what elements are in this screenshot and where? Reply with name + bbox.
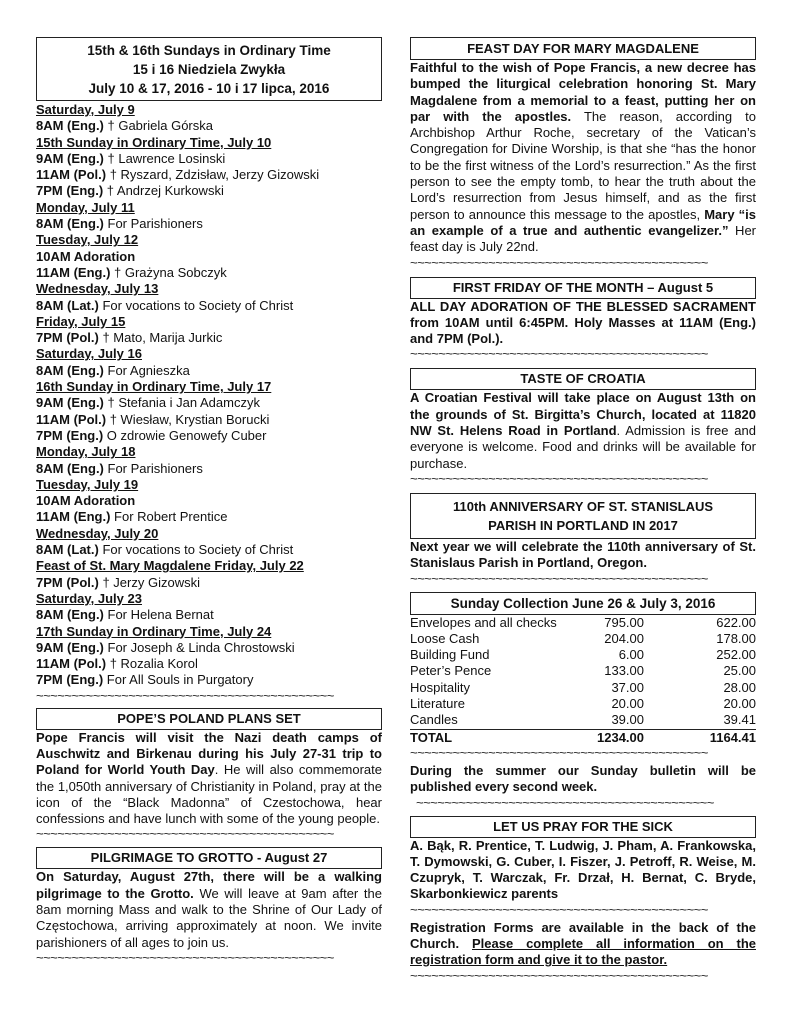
croatia-title: TASTE OF CROATIA [520,371,646,387]
mass-time-label: 8AM (Eng.) [36,118,104,134]
schedule-mass-entry [36,656,382,672]
collection-row [410,663,756,679]
schedule-mass-entry [36,461,382,477]
anniversary-body: Next year we will celebrate the 110th anniversary of St. Stanislaus Parish in Portland, Oregon. [410,538,756,571]
schedule-day-heading: Feast of St. Mary Magdalene Friday, July 22 [36,558,304,574]
schedule-mass-entry [36,151,382,167]
magdalene-text-2: Her feast day is July 22nd. [410,222,757,255]
separator: ~~~~~~~~~~~~~~~~~~~~~~~~~~~~~~~~~~~~~~~~~~ [410,902,708,917]
anniversary-title-line-1: 110th ANNIVERSARY OF ST. STANISLAUS [452,498,714,514]
mass-time-label: 8AM (Lat.) [36,542,99,558]
mass-time-label: 8AM (Eng.) [36,216,104,232]
schedule-mass-entry [36,118,382,134]
summer-note: During the summer our Sunday bulletin will be published every second week. [410,762,756,795]
schedule-mass-entry [36,363,382,379]
collection-cell-label: Candles [410,712,458,728]
mass-time-label: 7PM (Eng.) [36,183,104,199]
first-friday-date: – August 5 [643,279,714,295]
collection-cell-v1: 795.00 [604,614,644,630]
schedule-mass-entry [36,330,382,346]
separator: ~~~~~~~~~~~~~~~~~~~~~~~~~~~~~~~~~~~~~~~~~~ [410,255,708,270]
collection-cell-v1: 204.00 [604,630,644,646]
pilgrimage-bold: On Saturday, August 27th, there will be a walking pilgrimage to the Grotto. [36,869,382,901]
croatia-section-title [410,368,756,390]
mass-schedule [36,102,382,689]
collection-total-row [410,729,756,746]
first-friday-title: FIRST FRIDAY OF THE MONTH [452,279,644,295]
collection-cell-v1: 20.00 [611,696,644,712]
collection-cell-v2: 28.00 [723,679,756,695]
mass-time-label: 7PM (Eng.) [36,427,104,443]
collection-cell-v1: 37.00 [611,679,644,695]
pilgrimage-section-title [36,847,382,869]
mass-time-label: 8AM (Eng.) [36,460,104,476]
mass-intention: † Jerzy Gizowski [98,574,200,590]
mass-intention: For vocations to Society of Christ [98,542,294,558]
schedule-mass-entry [36,607,382,623]
pope-bold: Pope Francis will visit the Nazi death camps of Auschwitz and Birkenau during his July 27-31 trip to Poland for World Youth Day [36,729,382,778]
collection-row [410,696,756,712]
schedule-day-heading: 17th Sunday in Ordinary Time, July 24 [36,623,272,639]
collection-row [410,680,756,696]
mass-time-label: 11AM (Eng.) [36,264,111,280]
first-friday-body: ALL DAY ADORATION OF THE BLESSED SACRAMENT from 10AM until 6:45PM. Holy Masses at 11AM (Eng.) and 7PM (Pol.). [410,298,756,347]
collection-total-label: TOTAL [410,729,580,746]
separator: ~~~~~~~~~~~~~~~~~~~~~~~~~~~~~~~~~~~~~~~~~~ [410,571,708,586]
mass-intention: † Ryszard, Zdzisław, Jerzy Gizowski [106,167,320,183]
mass-intention: O zdrowie Genowefy Cuber [103,427,267,443]
collection-cell-label: Hospitality [410,679,470,695]
collection-total-v1: 1234.00 [580,729,644,746]
collection-cell-label: Envelopes and all checks [410,614,557,630]
collection-title: Sunday Collection June 26 & July 3, 2016 [450,595,716,611]
collection-cell-v2: 20.00 [723,696,756,712]
pilgrimage-date: August 27 [264,850,328,866]
magdalene-title: FEAST DAY FOR MARY MAGDALENE [467,41,699,56]
mass-time-label: 8AM (Lat.) [36,297,99,313]
mass-intention: For vocations to Society of Christ [98,297,294,313]
schedule-mass-entry [36,249,382,265]
collection-row [410,647,756,663]
registration-body [410,920,756,969]
collection-cell-label: Literature [410,696,465,712]
left-column [36,0,382,965]
anniversary-title-line-2: PARISH IN PORTLAND IN 2017 [488,517,678,533]
croatia-bold: A Croatian Festival will take place on August 13th on the grounds of St. Birgitta’s Church, located at 11820 NW St. Helens Road in Portland [410,390,756,439]
schedule-mass-entry [36,183,382,199]
mass-time-label: 9AM (Eng.) [36,395,104,411]
mass-time-label: 7PM (Pol.) [36,330,99,346]
mass-time-label: 8AM (Eng.) [36,362,104,378]
mass-time-label: 10AM Adoration [36,248,136,264]
schedule-mass-entry [36,412,382,428]
sick-title: LET US PRAY FOR THE SICK [493,818,673,834]
pope-rest: . He will also commemorate the 1,050th anniversary of Christianity in Poland, pray at the icon of the “Black Madonna” of Czestochowa, hear confessions and have lunch with some of the young people. [36,762,383,827]
collection-cell-label: Loose Cash [410,630,480,646]
collection-cell-v2: 178.00 [716,630,756,646]
right-column [410,0,756,983]
pope-body [36,730,382,828]
sick-body: A. Bąk, R. Prentice, T. Ludwig, J. Pham, A. Frankowska, T. Dymowski, G. Cuber, I. Fiszer, J. Petroff, R. Weise, M. Czupryk, T. Warczak, Fr. Drzał, H. Bernat, C. Bryde, Skarbonkiewicz parents [410,837,756,902]
schedule-day-heading: Saturday, July 23 [36,590,142,606]
mass-intention: For Robert Prentice [110,509,228,525]
separator: ~~~~~~~~~~~~~~~~~~~~~~~~~~~~~~~~~~~~~~~~~~ [416,795,714,810]
schedule-day-heading: Tuesday, July 19 [36,476,139,492]
pope-section-title [36,708,382,730]
collection-row [410,712,756,729]
schedule-mass-entry [36,395,382,411]
schedule-day-heading: 16th Sunday in Ordinary Time, July 17 [36,379,272,395]
collection-row [410,615,756,631]
pope-title: POPE’S POLAND PLANS SET [117,710,301,726]
magdalene-bold-2: Mary “is an example of a true and authentic evangelizer.” [410,206,756,238]
schedule-mass-entry [36,509,382,525]
pilgrimage-body [36,869,382,950]
magdalene-body [410,60,756,256]
pilgrimage-title: PILGRIMAGE TO GROTTO - [90,850,265,866]
separator: ~~~~~~~~~~~~~~~~~~~~~~~~~~~~~~~~~~~~~~~~~~ [410,347,708,362]
schedule-mass-entry [36,428,382,444]
mass-intention: For Parishioners [103,460,203,476]
mass-intention: † Lawrence Losinski [103,150,226,166]
schedule-mass-entry [36,672,382,688]
schedule-mass-entry [36,575,382,591]
mass-time-label: 8AM (Eng.) [36,607,104,623]
mass-time-label: 11AM (Pol.) [36,411,107,427]
collection-total-v2: 1164.41 [644,729,756,746]
schedule-day-heading: Saturday, July 16 [36,346,142,362]
schedule-mass-entry [36,542,382,558]
mass-intention: † Stefania i Jan Adamczyk [103,395,260,411]
schedule-day-heading: Wednesday, July 20 [36,525,159,541]
mass-time-label: 7PM (Eng.) [36,672,104,688]
collection-cell-v1: 6.00 [618,647,644,663]
separator: ~~~~~~~~~~~~~~~~~~~~~~~~~~~~~~~~~~~~~~~~~~ [410,471,708,486]
collection-cell-label: Building Fund [410,647,490,663]
schedule-day-heading: 15th Sunday in Ordinary Time, July 10 [36,134,272,150]
mass-intention: For Agnieszka [103,362,190,378]
schedule-mass-entry [36,493,382,509]
schedule-mass-entry [36,298,382,314]
schedule-day-heading: Saturday, July 9 [36,102,135,117]
separator: ~~~~~~~~~~~~~~~~~~~~~~~~~~~~~~~~~~~~~~~~~~ [36,950,334,965]
magdalene-section-title [410,37,756,60]
schedule-mass-entry [36,640,382,656]
schedule-day-heading: Monday, July 11 [36,199,135,215]
mass-time-label: 11AM (Eng.) [36,509,111,525]
collection-section-title [410,592,756,615]
first-friday-section-title [410,277,756,299]
mass-time-label: 9AM (Eng.) [36,639,104,655]
mass-time-label: 9AM (Eng.) [36,150,104,166]
separator: ~~~~~~~~~~~~~~~~~~~~~~~~~~~~~~~~~~~~~~~~~~ [36,827,334,842]
schedule-day-heading: Friday, July 15 [36,313,126,329]
mass-intention: † Andrzej Kurkowski [103,183,224,199]
schedule-header [36,37,382,101]
mass-intention: For Joseph & Linda Chrostowski [103,639,295,655]
separator: ~~~~~~~~~~~~~~~~~~~~~~~~~~~~~~~~~~~~~~~~~~ [410,968,708,983]
croatia-rest: . Admission is free and everyone is welcome. Food and drinks will be available for purchase. [410,423,756,471]
mass-intention: For All Souls in Purgatory [103,672,254,688]
schedule-day-heading: Monday, July 18 [36,444,136,460]
schedule-header-line: 15th & 16th Sundays in Ordinary Time [87,43,331,58]
schedule-mass-entry [36,167,382,183]
collection-cell-v1: 39.00 [611,712,644,728]
separator: ~~~~~~~~~~~~~~~~~~~~~~~~~~~~~~~~~~~~~~~~~~ [36,688,334,703]
anniversary-section-title [410,493,756,539]
mass-intention: For Helena Bernat [103,607,214,623]
collection-cell-v1: 133.00 [604,663,644,679]
registration-bold: Registration Forms are available in the back of the Church. [410,919,756,951]
collection-cell-v2: 252.00 [716,647,756,663]
mass-intention: † Mato, Marija Jurkic [98,330,223,346]
schedule-day-heading: Wednesday, July 13 [36,281,159,297]
mass-time-label: 11AM (Pol.) [36,656,107,672]
mass-intention: † Grażyna Sobczyk [110,264,227,280]
collection-table [410,615,756,746]
croatia-body [410,390,756,471]
schedule-mass-entry [36,216,382,232]
collection-cell-v2: 39.41 [723,712,756,728]
schedule-day-heading: Tuesday, July 12 [36,232,139,248]
schedule-mass-entry [36,265,382,281]
mass-time-label: 10AM Adoration [36,493,136,509]
registration-underlined: Please complete all information on the registration form and give it to the pastor. [410,935,756,968]
sick-section-title [410,816,756,838]
collection-cell-label: Peter’s Pence [410,663,492,679]
mass-intention: For Parishioners [103,216,203,232]
mass-intention: † Rozalia Korol [106,656,198,672]
collection-row [410,631,756,647]
collection-cell-v2: 25.00 [723,663,756,679]
magdalene-bold-1: Faithful to the wish of Pope Francis, a new decree has bumped the liturgical celebration honoring St. Mary Magdalene from a memorial to a feast, putting her on par with the apostles. [410,60,756,124]
mass-intention: † Gabriela Górska [103,118,213,134]
mass-intention: † Wiesław, Krystian Borucki [106,411,270,427]
pilgrimage-rest: We will leave at 9am after the 8am morning Mass and walk to the Shrine of Our Lady of Częstochowa, arriving approximately at noon. We invite parishioners of all ages to join us. [36,885,382,950]
collection-cell-v2: 622.00 [716,614,756,630]
schedule-header-line: July 10 & 17, 2016 - 10 i 17 lipca, 2016 [88,81,330,96]
separator: ~~~~~~~~~~~~~~~~~~~~~~~~~~~~~~~~~~~~~~~~~~ [410,745,708,760]
schedule-header-line: 15 i 16 Niedziela Zwykła [132,62,286,77]
mass-time-label: 11AM (Pol.) [36,167,107,183]
mass-time-label: 7PM (Pol.) [36,574,99,590]
magdalene-text-1: The reason, according to Archbishop Arthur Roche, secretary of the Vatican’s Congregation for Divine Worship, is that she “has the honor to be the first witness of the Lord’s resurrection.” As the first person to see the empty tomb, to hear the truth about the Lord’s resurrection from Jesus himself, and as the first person to announce this message to the apostles, [410,108,756,222]
